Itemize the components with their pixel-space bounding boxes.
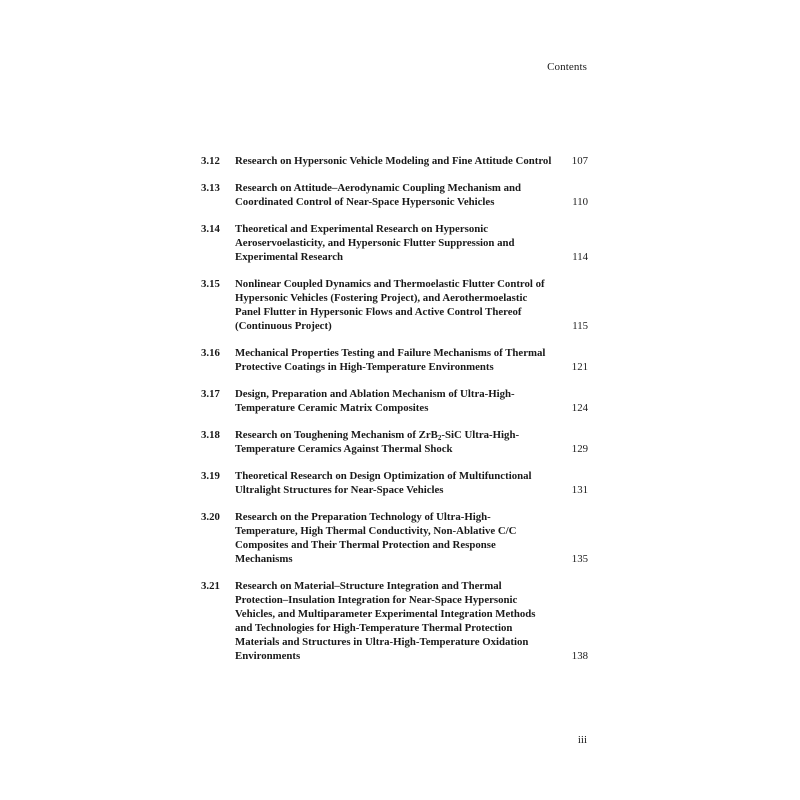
toc-entry-title-text: Mechanical Properties Testing and Failure Mechanisms of Thermal Protective Coatings in High-Temperature Environments	[235, 347, 546, 373]
toc-entry-title	[235, 346, 552, 374]
toc-entry[interactable]	[201, 428, 588, 456]
toc-entry-title-text-continued: -SiC Ultra-High-Temperature Ceramics Against Thermal Shock	[235, 429, 520, 455]
toc-entry[interactable]	[201, 277, 588, 333]
toc-entry[interactable]	[201, 222, 588, 264]
toc-entry-title-text: Research on Toughening Mechanism of ZrB	[235, 429, 438, 441]
toc-entry-page-number: 135	[571, 553, 588, 565]
toc-entry-page-number: 124	[571, 402, 588, 414]
toc-entry[interactable]	[201, 579, 588, 663]
toc-entry-number: 3.19	[201, 470, 220, 482]
page-folio: iii	[577, 734, 587, 746]
table-of-contents	[201, 154, 588, 663]
toc-entry-page-number: 121	[571, 361, 588, 373]
toc-entry[interactable]	[201, 154, 588, 168]
toc-entry-title-text: Research on the Preparation Technology of Ultra-High-Temperature, High Thermal Conductivity, Non-Ablative C/C Composites and Their Thermal Protection and Response Mechanisms	[235, 511, 517, 565]
toc-entry[interactable]	[201, 387, 588, 415]
toc-entry-number: 3.13	[201, 182, 220, 194]
toc-entry-page-number: 110	[572, 196, 588, 208]
toc-entry-title-text: Research on Material–Structure Integration and Thermal Protection–Insulation Integration for Near-Space Hypersonic Vehicles, and Multiparameter Experimental Integration Methods and Technologies for High-Temperature Thermal Protection Materials and Structures in Ultra-High-Temperature Oxidation Environments	[235, 580, 536, 662]
toc-entry-title-text: Research on Attitude–Aerodynamic Coupling Mechanism and Coordinated Control of Near-Space Hypersonic Vehicles	[235, 182, 522, 208]
toc-entry-number: 3.12	[201, 155, 220, 167]
toc-entry-title-text: Research on Hypersonic Vehicle Modeling and Fine Attitude Control	[235, 155, 552, 167]
toc-entry-page-number: 129	[571, 443, 588, 455]
toc-entry-title	[235, 469, 552, 497]
toc-entry-title-text: Nonlinear Coupled Dynamics and Thermoelastic Flutter Control of Hypersonic Vehicles (Fostering Project), and Aerothermoelastic Panel Flutter in Hypersonic Flows and Active Control Thereof (Continuous Project)	[235, 278, 545, 332]
toc-entry-page-number: 114	[572, 251, 588, 263]
toc-entry-number: 3.17	[201, 388, 220, 400]
toc-entry-number: 3.14	[201, 223, 220, 235]
toc-entry-title	[235, 277, 552, 333]
toc-entry-title-text: Theoretical and Experimental Research on Hypersonic Aeroservoelasticity, and Hypersonic Flutter Suppression and Experimental Research	[235, 223, 515, 263]
toc-entry-page-number: 115	[572, 320, 588, 332]
toc-entry-title-text: Design, Preparation and Ablation Mechanism of Ultra-High-Temperature Ceramic Matrix Composites	[235, 388, 515, 414]
toc-entry-title-subscript: 2	[437, 434, 442, 442]
toc-entry-title	[235, 579, 552, 663]
toc-entry-number: 3.21	[201, 580, 220, 592]
toc-entry[interactable]	[201, 181, 588, 209]
toc-entry-number: 3.15	[201, 278, 220, 290]
toc-entry-title-text: Theoretical Research on Design Optimization of Multifunctional Ultralight Structures for Near-Space Vehicles	[235, 470, 532, 496]
toc-entry-number: 3.16	[201, 347, 220, 359]
toc-entry-page-number: 107	[571, 155, 588, 167]
toc-entry-number: 3.18	[201, 429, 220, 441]
toc-entry[interactable]	[201, 346, 588, 374]
toc-entry-page-number: 138	[571, 650, 588, 662]
toc-entry-title	[235, 154, 552, 168]
toc-entry[interactable]	[201, 469, 588, 497]
running-head: Contents	[547, 61, 587, 73]
toc-entry-title	[235, 387, 552, 415]
toc-entry-page-number: 131	[571, 484, 588, 496]
toc-entry-title	[235, 222, 552, 264]
toc-entry-title	[235, 181, 552, 209]
toc-entry-title	[235, 428, 552, 456]
toc-entry-title	[235, 510, 552, 566]
toc-entry[interactable]	[201, 510, 588, 566]
toc-entry-number: 3.20	[201, 511, 220, 523]
